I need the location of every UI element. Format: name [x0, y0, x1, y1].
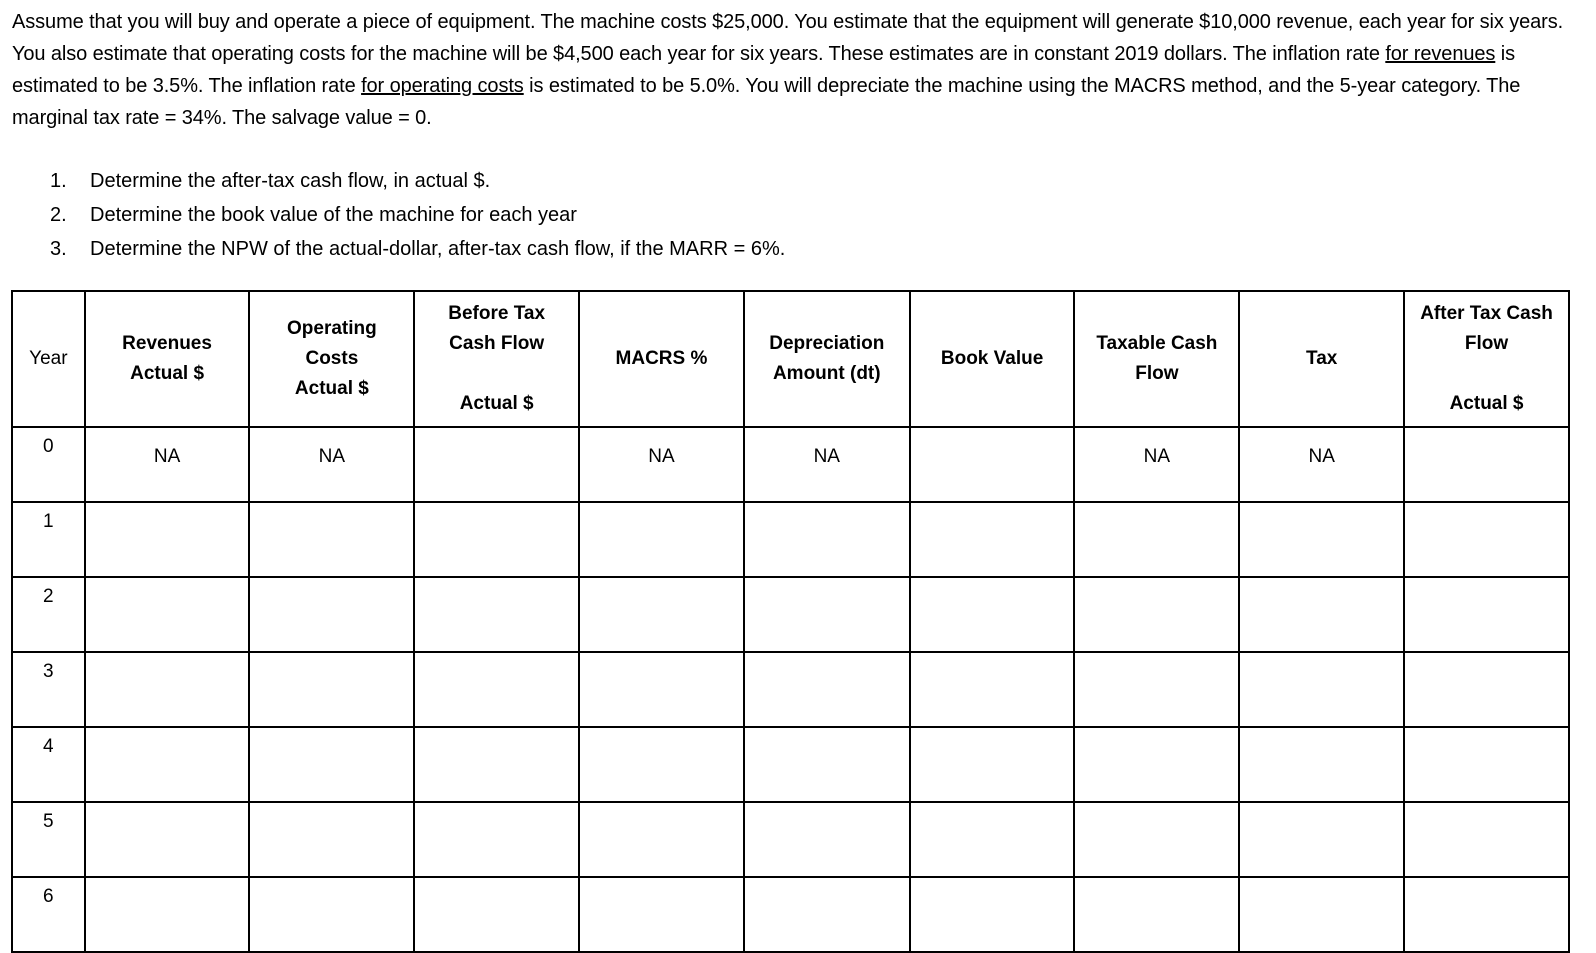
- task-item: [50, 166, 785, 200]
- table-cell-after-tax-cash-flow[interactable]: [1404, 577, 1569, 652]
- table-cell-depreciation-amount[interactable]: [744, 652, 910, 727]
- table-cell-tax[interactable]: [1239, 652, 1404, 727]
- table-cell-book-value[interactable]: [910, 502, 1075, 577]
- column-header-line: MACRS %: [615, 348, 708, 369]
- table-cell-taxable-cash-flow[interactable]: [1074, 577, 1239, 652]
- column-header-line: Flow: [1135, 363, 1179, 384]
- table-row: [12, 577, 1569, 652]
- table-row: [12, 502, 1569, 577]
- table-cell-revenues[interactable]: [85, 577, 250, 652]
- table-cell-macrs-percent[interactable]: NA: [579, 427, 744, 502]
- column-header-depreciation-amount: [744, 291, 910, 427]
- problem-text-part-1: Assume that you will buy and operate a piece of equipment. The machine costs $25,000. You estimate that the equipment will generate $10,000 revenue, each year for six years. You also estimate that operating costs for the machine will be $4,500 each year for six years. These estimates are in constant 2019 dollars. The inflation rate: [12, 11, 1564, 65]
- table-cell-after-tax-cash-flow[interactable]: [1404, 652, 1569, 727]
- table-row: [12, 802, 1569, 877]
- table-cell-revenues[interactable]: [85, 877, 250, 952]
- table-cell-taxable-cash-flow[interactable]: [1074, 877, 1239, 952]
- table-cell-taxable-cash-flow[interactable]: [1074, 802, 1239, 877]
- table-row: [12, 877, 1569, 952]
- table-cell-depreciation-amount[interactable]: [744, 802, 910, 877]
- table-cell-revenues[interactable]: NA: [85, 427, 250, 502]
- table-cell-macrs-percent[interactable]: [579, 802, 744, 877]
- table-cell-depreciation-amount[interactable]: [744, 502, 910, 577]
- table-cell-operating-costs[interactable]: [249, 727, 414, 802]
- table-cell-before-tax-cash-flow[interactable]: [414, 877, 579, 952]
- column-header-line: Book Value: [940, 348, 1044, 369]
- column-header-line: Actual $: [294, 378, 369, 399]
- task-text: Determine the NPW of the actual-dollar, after-tax cash flow, if the MARR = 6%.: [90, 238, 786, 260]
- table-cell-macrs-percent[interactable]: [579, 877, 744, 952]
- column-header-line: Before Tax: [448, 303, 546, 324]
- task-text: Determine the book value of the machine for each year: [90, 204, 577, 226]
- column-header-line: Actual $: [459, 393, 534, 414]
- table-cell-after-tax-cash-flow[interactable]: [1404, 502, 1569, 577]
- column-header-year: [12, 291, 85, 427]
- column-header-line: After Tax Cash: [1420, 303, 1553, 324]
- table-cell-after-tax-cash-flow[interactable]: [1404, 727, 1569, 802]
- column-header-line: Revenues: [122, 333, 212, 354]
- column-header-line: Taxable Cash: [1096, 333, 1218, 354]
- table-cell-book-value[interactable]: [910, 802, 1075, 877]
- column-header-line: Flow: [1464, 333, 1509, 354]
- column-header-book-value: [910, 291, 1075, 427]
- year-cell: 2: [12, 577, 85, 652]
- column-header-after-tax-cash-flow: [1404, 291, 1569, 427]
- table-cell-revenues[interactable]: [85, 727, 250, 802]
- table-cell-operating-costs[interactable]: NA: [249, 427, 414, 502]
- table-cell-before-tax-cash-flow[interactable]: [414, 727, 579, 802]
- table-cell-depreciation-amount[interactable]: NA: [744, 427, 910, 502]
- table-cell-taxable-cash-flow[interactable]: [1074, 652, 1239, 727]
- table-cell-operating-costs[interactable]: [249, 577, 414, 652]
- year-cell: 3: [12, 652, 85, 727]
- table-row: [12, 727, 1569, 802]
- task-number: 3.: [50, 238, 67, 260]
- column-header-line: Actual $: [130, 363, 205, 384]
- problem-text-part-3: is estimated to be 5.0%. You will depreciate the machine using the MACRS method, and the 5-year category. The marginal tax rate = 34%. The salvage value = 0.: [12, 75, 1521, 129]
- table-cell-book-value[interactable]: [910, 427, 1075, 502]
- table-cell-before-tax-cash-flow[interactable]: [414, 502, 579, 577]
- column-header-line: Depreciation: [769, 333, 885, 354]
- year-cell: 0: [12, 427, 85, 502]
- table-cell-before-tax-cash-flow[interactable]: [414, 652, 579, 727]
- table-cell-macrs-percent[interactable]: [579, 652, 744, 727]
- table-row: [12, 427, 1569, 502]
- task-item: [50, 200, 785, 234]
- column-header-line: Actual $: [1449, 393, 1524, 414]
- table-cell-tax[interactable]: [1239, 802, 1404, 877]
- problem-statement: [12, 6, 1584, 134]
- year-cell: 1: [12, 502, 85, 577]
- column-header-line: [1405, 359, 1568, 389]
- table-cell-taxable-cash-flow[interactable]: [1074, 502, 1239, 577]
- task-number: 2.: [50, 204, 67, 226]
- table-cell-operating-costs[interactable]: [249, 802, 414, 877]
- column-header-revenues: [85, 291, 250, 427]
- task-text: Determine the after-tax cash flow, in actual $.: [90, 170, 491, 192]
- column-header-line: Tax: [1306, 348, 1338, 369]
- table-cell-revenues[interactable]: [85, 802, 250, 877]
- table-cell-depreciation-amount[interactable]: [744, 727, 910, 802]
- table-cell-tax[interactable]: [1239, 502, 1404, 577]
- table-cell-tax[interactable]: [1239, 877, 1404, 952]
- table-cell-depreciation-amount[interactable]: [744, 877, 910, 952]
- table-cell-before-tax-cash-flow[interactable]: [414, 802, 579, 877]
- table-cell-book-value[interactable]: [910, 577, 1075, 652]
- task-number: 1.: [50, 170, 67, 192]
- column-header-operating-costs: [249, 291, 414, 427]
- underlined-for-operating-costs: for operating costs: [361, 75, 524, 97]
- column-header-line: Cash Flow: [449, 333, 545, 354]
- task-item: [50, 234, 785, 268]
- table-cell-macrs-percent[interactable]: [579, 577, 744, 652]
- year-cell: 6: [12, 877, 85, 952]
- table-row: [12, 652, 1569, 727]
- table-body: [12, 427, 1569, 952]
- column-header-before-tax-cash-flow: [414, 291, 579, 427]
- table-cell-taxable-cash-flow[interactable]: NA: [1074, 427, 1239, 502]
- problem-text-part-2: is estimated to be 3.5%. The inflation rate: [12, 43, 1515, 97]
- table-cell-taxable-cash-flow[interactable]: [1074, 727, 1239, 802]
- table-cell-tax[interactable]: [1239, 727, 1404, 802]
- cash-flow-table: [11, 290, 1570, 953]
- column-header-line: Year: [29, 348, 68, 369]
- table-cell-depreciation-amount[interactable]: [744, 577, 910, 652]
- column-header-line: Amount (dt): [772, 363, 881, 384]
- column-header-taxable-cash-flow: [1074, 291, 1239, 427]
- table-cell-after-tax-cash-flow[interactable]: [1404, 427, 1569, 502]
- table-cell-revenues[interactable]: [85, 502, 250, 577]
- underlined-for-revenues: for revenues: [1385, 43, 1496, 65]
- table-cell-before-tax-cash-flow[interactable]: [414, 427, 579, 502]
- table-cell-before-tax-cash-flow[interactable]: [414, 577, 579, 652]
- table-cell-after-tax-cash-flow[interactable]: [1404, 802, 1569, 877]
- year-cell: 4: [12, 727, 85, 802]
- task-list: [50, 166, 785, 268]
- table-cell-book-value[interactable]: [910, 877, 1075, 952]
- table-cell-operating-costs[interactable]: [249, 502, 414, 577]
- table-cell-operating-costs[interactable]: [249, 652, 414, 727]
- table-cell-macrs-percent[interactable]: [579, 727, 744, 802]
- column-header-line: [415, 359, 578, 389]
- column-header-tax: [1239, 291, 1404, 427]
- column-header-line: Operating: [287, 318, 377, 339]
- table-cell-tax[interactable]: [1239, 577, 1404, 652]
- table-cell-tax[interactable]: NA: [1239, 427, 1404, 502]
- table-cell-book-value[interactable]: [910, 727, 1075, 802]
- table-cell-macrs-percent[interactable]: [579, 502, 744, 577]
- table-cell-after-tax-cash-flow[interactable]: [1404, 877, 1569, 952]
- table-cell-revenues[interactable]: [85, 652, 250, 727]
- year-cell: 5: [12, 802, 85, 877]
- column-header-macrs-percent: [579, 291, 744, 427]
- column-header-line: Costs: [305, 348, 359, 369]
- table-cell-book-value[interactable]: [910, 652, 1075, 727]
- table-cell-operating-costs[interactable]: [249, 877, 414, 952]
- table-header-row: [12, 291, 1569, 427]
